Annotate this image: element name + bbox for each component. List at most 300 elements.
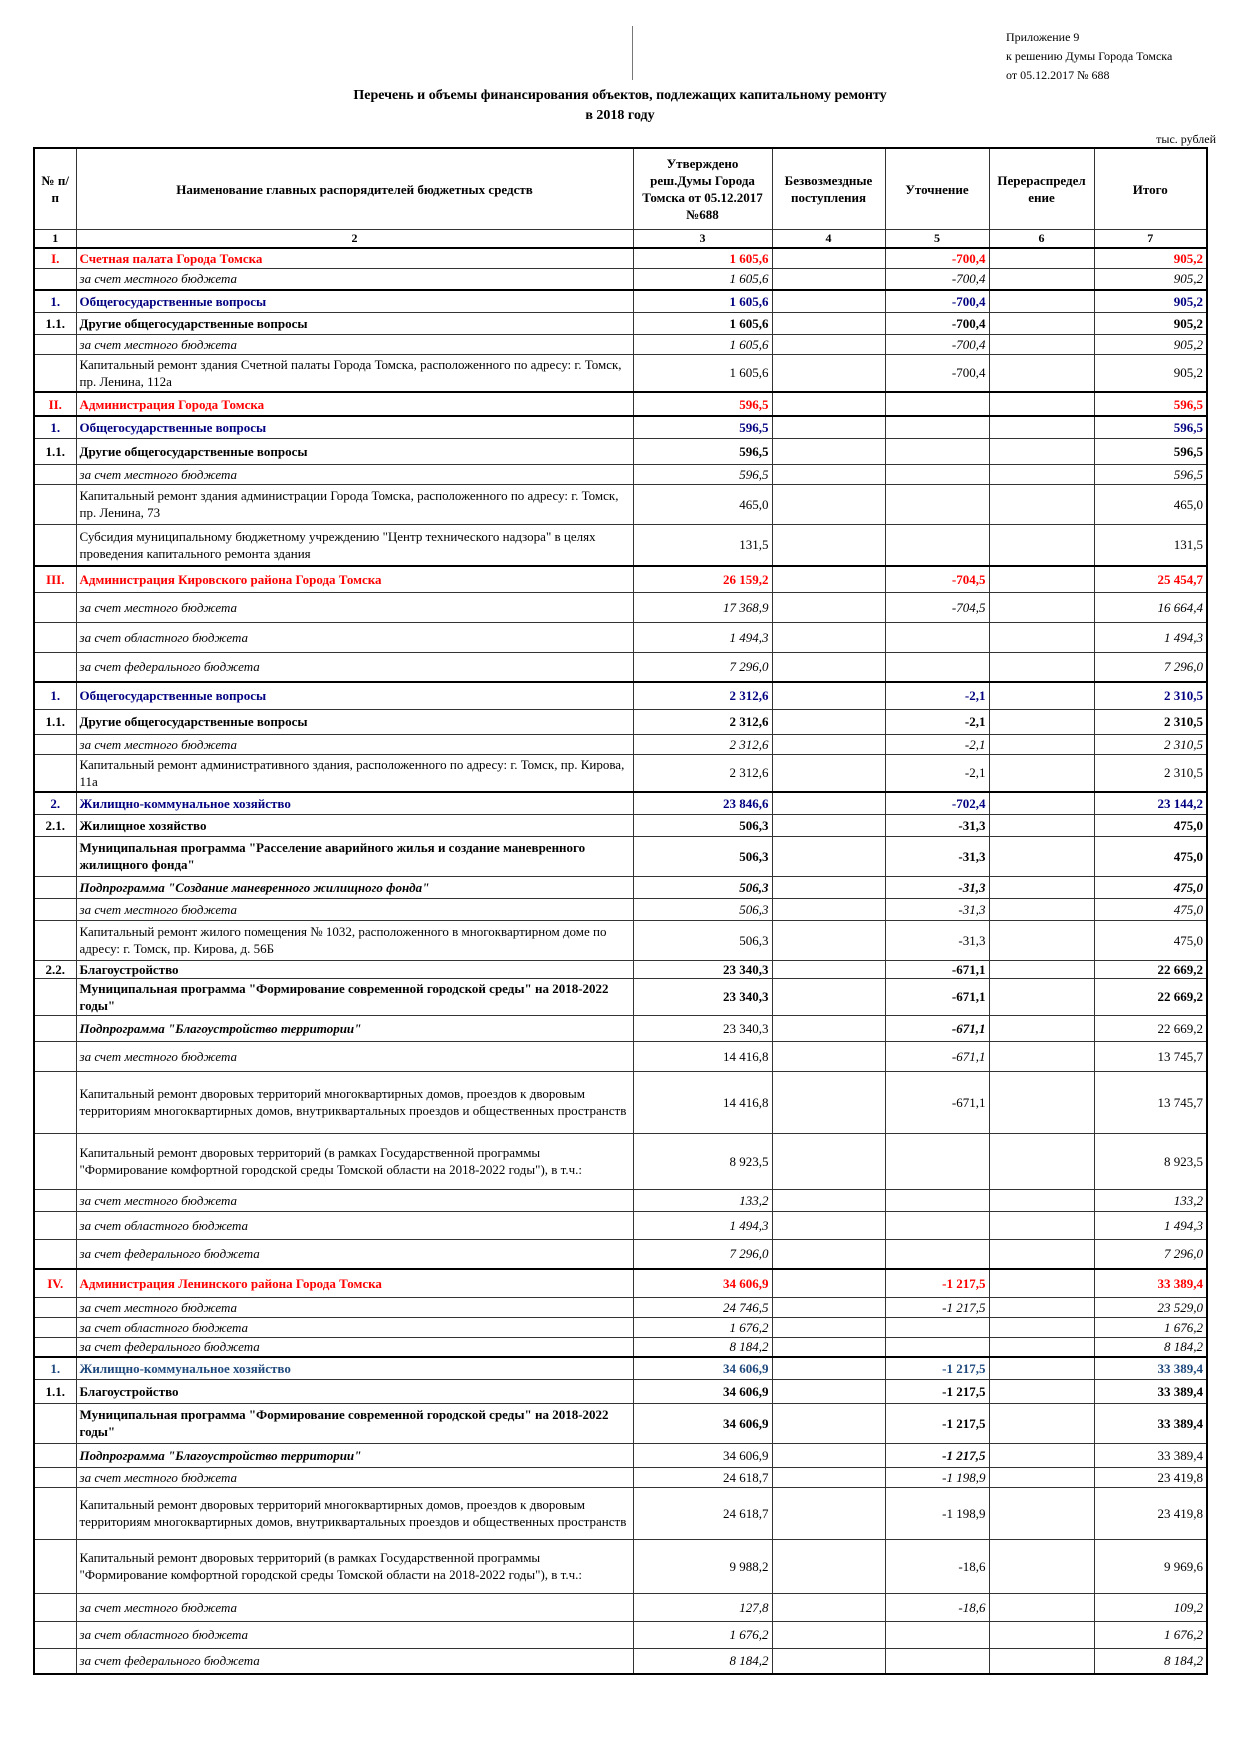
row-number (34, 1487, 76, 1539)
value-total: 2 310,5 (1094, 734, 1207, 754)
value-total: 33 389,4 (1094, 1269, 1207, 1297)
row-number: I. (34, 248, 76, 268)
value-approved: 1 494,3 (633, 1211, 772, 1239)
value-adjustment: -671,1 (885, 1041, 989, 1071)
row-name: Муниципальная программа "Формирование современной городской среды" на 2018-2022 годы" (76, 978, 633, 1015)
value-total: 16 664,4 (1094, 592, 1207, 622)
value-grants (772, 1648, 885, 1674)
row-number: 1. (34, 682, 76, 709)
value-adjustment: -1 198,9 (885, 1487, 989, 1539)
value-grants (772, 334, 885, 354)
value-adjustment: -700,4 (885, 354, 989, 392)
row-name: за счет местного бюджета (76, 464, 633, 484)
value-approved: 133,2 (633, 1189, 772, 1211)
value-approved: 2 312,6 (633, 709, 772, 734)
value-redistribution (989, 876, 1094, 898)
value-total: 905,2 (1094, 354, 1207, 392)
value-approved: 23 340,3 (633, 960, 772, 978)
value-total: 905,2 (1094, 334, 1207, 354)
value-adjustment: -1 217,5 (885, 1443, 989, 1467)
value-total: 7 296,0 (1094, 1239, 1207, 1269)
table-row (34, 754, 1207, 792)
row-number: 1. (34, 290, 76, 312)
value-approved: 34 606,9 (633, 1357, 772, 1379)
row-name: за счет местного бюджета (76, 1467, 633, 1487)
value-redistribution (989, 754, 1094, 792)
value-total: 33 389,4 (1094, 1379, 1207, 1403)
value-grants (772, 682, 885, 709)
value-approved: 24 746,5 (633, 1297, 772, 1317)
table-row (34, 1071, 1207, 1133)
value-total: 2 310,5 (1094, 709, 1207, 734)
value-grants (772, 754, 885, 792)
row-number: 1.1. (34, 1379, 76, 1403)
value-grants (772, 1317, 885, 1337)
annex-note (1006, 28, 1172, 85)
annex-line-1: Приложение 9 (1006, 30, 1080, 44)
value-approved: 34 606,9 (633, 1403, 772, 1443)
row-name: за счет местного бюджета (76, 1593, 633, 1621)
value-total: 1 676,2 (1094, 1621, 1207, 1648)
row-number (34, 592, 76, 622)
row-name: Капитальный ремонт дворовых территорий многоквартирных домов, проездов к дворовым территориям многоквартирных домов, внутриквартальных проездов и общественных пространств (76, 1487, 633, 1539)
value-adjustment (885, 652, 989, 682)
row-name: за счет местного бюджета (76, 1189, 633, 1211)
value-total: 475,0 (1094, 920, 1207, 960)
table-row (34, 1239, 1207, 1269)
table-row (34, 1539, 1207, 1593)
table-row (34, 792, 1207, 814)
value-adjustment: -671,1 (885, 978, 989, 1015)
row-number (34, 1539, 76, 1593)
value-redistribution (989, 392, 1094, 416)
value-approved: 1 605,6 (633, 312, 772, 334)
row-name: за счет местного бюджета (76, 1297, 633, 1317)
value-total: 23 529,0 (1094, 1297, 1207, 1317)
table-row (34, 1487, 1207, 1539)
table-row (34, 1133, 1207, 1189)
row-name: Капитальный ремонт дворовых территорий (в рамках Государственной программы "Формирование комфортной городской среды Томской области на 2018-2022 годы"), в т.ч.: (76, 1133, 633, 1189)
value-redistribution (989, 1239, 1094, 1269)
row-name: Капитальный ремонт здания Счетной палаты Города Томска, расположенного по адресу: г. Томск, пр. Ленина, 112а (76, 354, 633, 392)
value-approved: 465,0 (633, 484, 772, 524)
value-adjustment: -700,4 (885, 334, 989, 354)
value-approved: 9 988,2 (633, 1539, 772, 1593)
row-number: 1. (34, 1357, 76, 1379)
row-number (34, 622, 76, 652)
value-adjustment (885, 1239, 989, 1269)
row-name: Жилищно-коммунальное хозяйство (76, 792, 633, 814)
value-redistribution (989, 524, 1094, 566)
row-number (34, 1621, 76, 1648)
row-name: за счет областного бюджета (76, 622, 633, 652)
value-grants (772, 1403, 885, 1443)
table-row (34, 1593, 1207, 1621)
value-redistribution (989, 1337, 1094, 1357)
value-grants (772, 312, 885, 334)
row-number (34, 334, 76, 354)
units-label: тыс. рублей (1156, 132, 1216, 146)
value-grants (772, 1621, 885, 1648)
value-approved: 1 605,6 (633, 248, 772, 268)
col-number: 6 (989, 230, 1094, 249)
annex-line-3: от 05.12.2017 № 688 (1006, 68, 1110, 82)
table-row (34, 709, 1207, 734)
value-adjustment (885, 1621, 989, 1648)
col-header-redistribution: Перераспредел ение (989, 148, 1094, 230)
value-total: 905,2 (1094, 290, 1207, 312)
value-adjustment: -31,3 (885, 876, 989, 898)
title-line-2: в 2018 году (585, 108, 655, 123)
row-name: за счет федерального бюджета (76, 1337, 633, 1357)
row-name: Подпрограмма "Благоустройство территории" (76, 1443, 633, 1467)
value-grants (772, 1189, 885, 1211)
table-row (34, 416, 1207, 438)
value-approved: 7 296,0 (633, 652, 772, 682)
value-approved: 23 340,3 (633, 1015, 772, 1041)
value-adjustment (885, 392, 989, 416)
value-adjustment: -1 217,5 (885, 1357, 989, 1379)
row-name: Жилищное хозяйство (76, 814, 633, 836)
financing-table (33, 147, 1208, 1675)
row-name: за счет местного бюджета (76, 734, 633, 754)
row-number (34, 652, 76, 682)
value-redistribution (989, 268, 1094, 290)
row-name: за счет федерального бюджета (76, 1648, 633, 1674)
value-total: 8 184,2 (1094, 1337, 1207, 1357)
value-redistribution (989, 1189, 1094, 1211)
row-number (34, 1015, 76, 1041)
row-number (34, 464, 76, 484)
value-total: 23 419,8 (1094, 1487, 1207, 1539)
value-adjustment: -2,1 (885, 754, 989, 792)
row-name: за счет федерального бюджета (76, 652, 633, 682)
value-total: 905,2 (1094, 248, 1207, 268)
value-redistribution (989, 652, 1094, 682)
value-total: 133,2 (1094, 1189, 1207, 1211)
annex-line-2: к решению Думы Города Томска (1006, 49, 1173, 63)
row-name: Счетная палата Города Томска (76, 248, 633, 268)
value-redistribution (989, 290, 1094, 312)
col-header-grants: Безвозмездные поступления (772, 148, 885, 230)
value-approved: 1 605,6 (633, 354, 772, 392)
value-redistribution (989, 1379, 1094, 1403)
table-row (34, 248, 1207, 268)
value-total: 1 494,3 (1094, 622, 1207, 652)
value-redistribution (989, 438, 1094, 464)
col-number: 5 (885, 230, 989, 249)
row-number: 2.1. (34, 814, 76, 836)
table-row (34, 464, 1207, 484)
row-number: 1.1. (34, 312, 76, 334)
value-grants (772, 438, 885, 464)
value-approved: 8 184,2 (633, 1337, 772, 1357)
value-adjustment: -671,1 (885, 1015, 989, 1041)
value-total: 8 184,2 (1094, 1648, 1207, 1674)
value-redistribution (989, 1317, 1094, 1337)
value-grants (772, 1467, 885, 1487)
value-adjustment: -700,4 (885, 290, 989, 312)
value-grants (772, 1239, 885, 1269)
row-number (34, 898, 76, 920)
row-name: за счет местного бюджета (76, 268, 633, 290)
value-approved: 23 340,3 (633, 978, 772, 1015)
table-row (34, 1269, 1207, 1297)
table-body (34, 248, 1207, 1674)
row-name: Другие общегосударственные вопросы (76, 438, 633, 464)
table-row (34, 836, 1207, 876)
value-grants (772, 1379, 885, 1403)
value-redistribution (989, 1357, 1094, 1379)
row-name: за счет местного бюджета (76, 592, 633, 622)
row-name: Администрация Города Томска (76, 392, 633, 416)
value-total: 2 310,5 (1094, 682, 1207, 709)
row-name: Капитальный ремонт административного здания, расположенного по адресу: г. Томск, пр. Кирова, 11а (76, 754, 633, 792)
table-row (34, 652, 1207, 682)
table-row (34, 1297, 1207, 1317)
value-redistribution (989, 416, 1094, 438)
value-adjustment (885, 1337, 989, 1357)
col-header-approved: Утверждено реш.Думы Города Томска от 05.12.2017 №688 (633, 148, 772, 230)
value-total: 2 310,5 (1094, 754, 1207, 792)
value-approved: 2 312,6 (633, 734, 772, 754)
row-number: IV. (34, 1269, 76, 1297)
value-grants (772, 392, 885, 416)
value-total: 7 296,0 (1094, 652, 1207, 682)
value-approved: 1 605,6 (633, 268, 772, 290)
row-name: Муниципальная программа "Расселение аварийного жилья и создание маневренного жилищного фонда" (76, 836, 633, 876)
row-name: Субсидия муниципальному бюджетному учреждению "Центр технического надзора" в целях проведения капитального ремонта здания (76, 524, 633, 566)
value-redistribution (989, 484, 1094, 524)
value-total: 475,0 (1094, 836, 1207, 876)
value-redistribution (989, 1403, 1094, 1443)
row-name: Администрация Ленинского района Города Томска (76, 1269, 633, 1297)
table-row (34, 438, 1207, 464)
value-redistribution (989, 1467, 1094, 1487)
value-redistribution (989, 898, 1094, 920)
value-adjustment: -31,3 (885, 836, 989, 876)
table-row (34, 290, 1207, 312)
row-number (34, 1133, 76, 1189)
value-adjustment (885, 1317, 989, 1337)
row-number (34, 836, 76, 876)
value-approved: 506,3 (633, 876, 772, 898)
value-total: 23 144,2 (1094, 792, 1207, 814)
value-adjustment: -2,1 (885, 682, 989, 709)
value-redistribution (989, 978, 1094, 1015)
value-adjustment: -31,3 (885, 814, 989, 836)
row-number: 2.2. (34, 960, 76, 978)
row-number (34, 876, 76, 898)
row-name: за счет местного бюджета (76, 334, 633, 354)
value-adjustment: -1 217,5 (885, 1403, 989, 1443)
row-name: за счет областного бюджета (76, 1211, 633, 1239)
row-name: Общегосударственные вопросы (76, 682, 633, 709)
value-grants (772, 1443, 885, 1467)
value-grants (772, 1041, 885, 1071)
row-name: за счет федерального бюджета (76, 1239, 633, 1269)
table-row (34, 1357, 1207, 1379)
value-grants (772, 1539, 885, 1593)
value-grants (772, 1269, 885, 1297)
value-adjustment: -700,4 (885, 312, 989, 334)
value-approved: 2 312,6 (633, 682, 772, 709)
row-number (34, 354, 76, 392)
row-number (34, 1297, 76, 1317)
value-total: 23 419,8 (1094, 1467, 1207, 1487)
value-approved: 8 923,5 (633, 1133, 772, 1189)
value-approved: 7 296,0 (633, 1239, 772, 1269)
value-adjustment: -1 217,5 (885, 1269, 989, 1297)
value-approved: 127,8 (633, 1593, 772, 1621)
value-approved: 596,5 (633, 438, 772, 464)
value-approved: 506,3 (633, 898, 772, 920)
table-row (34, 876, 1207, 898)
row-name: Капитальный ремонт дворовых территорий многоквартирных домов, проездов к дворовым территориям многоквартирных домов, внутриквартальных проездов и общественных пространств (76, 1071, 633, 1133)
value-redistribution (989, 622, 1094, 652)
value-grants (772, 920, 885, 960)
value-adjustment (885, 622, 989, 652)
value-approved: 1 605,6 (633, 334, 772, 354)
value-grants (772, 622, 885, 652)
value-redistribution (989, 566, 1094, 592)
value-total: 596,5 (1094, 438, 1207, 464)
value-grants (772, 484, 885, 524)
value-grants (772, 836, 885, 876)
value-redistribution (989, 1539, 1094, 1593)
value-total: 131,5 (1094, 524, 1207, 566)
col-number: 4 (772, 230, 885, 249)
table-row (34, 1211, 1207, 1239)
col-header-adjustment: Уточнение (885, 148, 989, 230)
value-grants (772, 1015, 885, 1041)
value-total: 475,0 (1094, 898, 1207, 920)
value-grants (772, 248, 885, 268)
value-approved: 1 676,2 (633, 1317, 772, 1337)
value-adjustment (885, 464, 989, 484)
col-number: 3 (633, 230, 772, 249)
value-grants (772, 1487, 885, 1539)
table-row (34, 312, 1207, 334)
value-total: 22 669,2 (1094, 978, 1207, 1015)
value-total: 905,2 (1094, 268, 1207, 290)
value-approved: 1 605,6 (633, 290, 772, 312)
table-row (34, 978, 1207, 1015)
value-total: 13 745,7 (1094, 1071, 1207, 1133)
row-name: Другие общегосударственные вопросы (76, 709, 633, 734)
value-approved: 506,3 (633, 814, 772, 836)
row-number: II. (34, 392, 76, 416)
value-approved: 34 606,9 (633, 1443, 772, 1467)
row-number (34, 1041, 76, 1071)
value-grants (772, 1593, 885, 1621)
value-total: 13 745,7 (1094, 1041, 1207, 1071)
row-number (34, 920, 76, 960)
value-redistribution (989, 312, 1094, 334)
table-row (34, 1041, 1207, 1071)
row-number (34, 1239, 76, 1269)
table-row (34, 1621, 1207, 1648)
value-total: 1 494,3 (1094, 1211, 1207, 1239)
value-redistribution (989, 960, 1094, 978)
col-header-name: Наименование главных распорядителей бюджетных средств (76, 148, 633, 230)
value-redistribution (989, 1015, 1094, 1041)
value-adjustment: -31,3 (885, 920, 989, 960)
value-grants (772, 1337, 885, 1357)
document-title (0, 86, 1240, 126)
table-row (34, 592, 1207, 622)
value-redistribution (989, 1648, 1094, 1674)
value-total: 9 969,6 (1094, 1539, 1207, 1593)
value-approved: 14 416,8 (633, 1071, 772, 1133)
value-approved: 8 184,2 (633, 1648, 772, 1674)
value-grants (772, 566, 885, 592)
value-total: 33 389,4 (1094, 1443, 1207, 1467)
value-grants (772, 960, 885, 978)
row-number (34, 1648, 76, 1674)
value-total: 1 676,2 (1094, 1317, 1207, 1337)
value-grants (772, 978, 885, 1015)
value-grants (772, 876, 885, 898)
value-grants (772, 709, 885, 734)
value-adjustment: -18,6 (885, 1593, 989, 1621)
value-approved: 506,3 (633, 836, 772, 876)
title-line-1: Перечень и объемы финансирования объектов, подлежащих капитальному ремонту (353, 88, 887, 103)
value-redistribution (989, 734, 1094, 754)
col-number: 2 (76, 230, 633, 249)
value-grants (772, 524, 885, 566)
value-total: 475,0 (1094, 876, 1207, 898)
table-row (34, 524, 1207, 566)
value-approved: 2 312,6 (633, 754, 772, 792)
value-redistribution (989, 1593, 1094, 1621)
table-row (34, 1467, 1207, 1487)
value-approved: 596,5 (633, 464, 772, 484)
row-name: Благоустройство (76, 1379, 633, 1403)
value-grants (772, 1211, 885, 1239)
row-number (34, 1211, 76, 1239)
table-row (34, 960, 1207, 978)
value-adjustment: -31,3 (885, 898, 989, 920)
value-adjustment: -671,1 (885, 1071, 989, 1133)
table-row (34, 1443, 1207, 1467)
value-approved: 34 606,9 (633, 1379, 772, 1403)
row-name: за счет местного бюджета (76, 1041, 633, 1071)
value-adjustment (885, 1133, 989, 1189)
table-row (34, 1189, 1207, 1211)
table-row (34, 566, 1207, 592)
table-row (34, 334, 1207, 354)
value-total: 22 669,2 (1094, 960, 1207, 978)
value-grants (772, 290, 885, 312)
value-adjustment: -704,5 (885, 592, 989, 622)
value-adjustment: -700,4 (885, 268, 989, 290)
table-row (34, 898, 1207, 920)
value-grants (772, 464, 885, 484)
value-total: 905,2 (1094, 312, 1207, 334)
value-approved: 1 494,3 (633, 622, 772, 652)
value-redistribution (989, 354, 1094, 392)
value-total: 25 454,7 (1094, 566, 1207, 592)
divider-line (632, 26, 633, 80)
row-number (34, 1593, 76, 1621)
value-grants (772, 734, 885, 754)
row-name: Общегосударственные вопросы (76, 290, 633, 312)
value-redistribution (989, 836, 1094, 876)
row-number: 2. (34, 792, 76, 814)
value-adjustment (885, 484, 989, 524)
row-name: Капитальный ремонт жилого помещения № 1032, расположенного в многоквартирном доме по адресу: г. Томск, пр. Кирова, д. 56Б (76, 920, 633, 960)
